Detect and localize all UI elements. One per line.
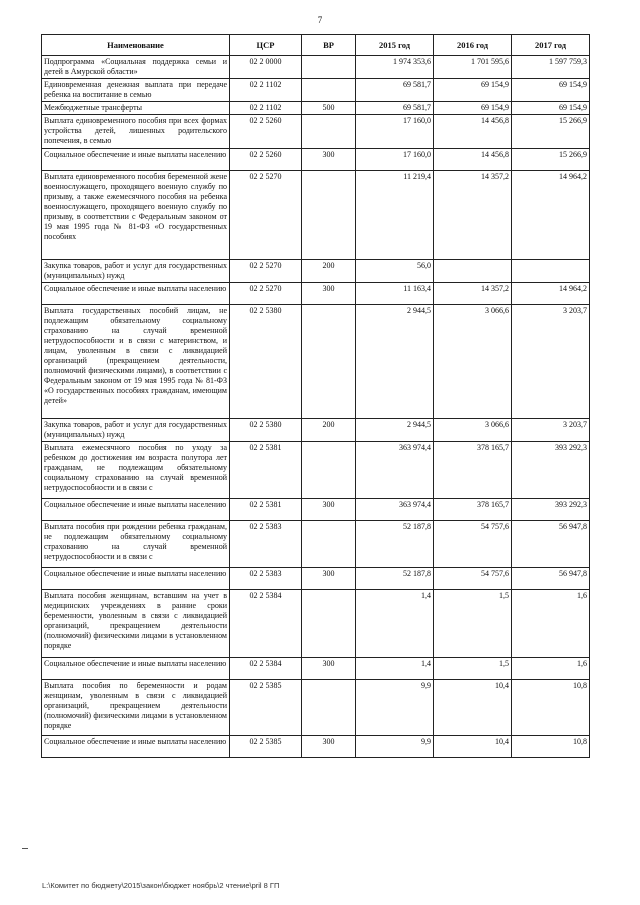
table-row: [42, 283, 590, 305]
row-name: Выплата ежемесячного пособия по уходу за ребенком до достижения им возраста полутора лет гражданам, не подлежащим обязательному социальному страхованию на случай временной нетрудоспособности и в связи с: [42, 442, 230, 499]
row-2015: 1,4: [356, 658, 434, 680]
row-vr: [302, 56, 356, 79]
row-csr: 02 2 5383: [230, 521, 302, 568]
row-csr: 02 2 1102: [230, 102, 302, 115]
row-2015: 17 160,0: [356, 115, 434, 149]
row-vr: 300: [302, 149, 356, 171]
row-2016: 378 165,7: [434, 442, 512, 499]
row-csr: 02 2 5383: [230, 568, 302, 590]
row-csr: 02 2 0000: [230, 56, 302, 79]
row-csr: 02 2 5380: [230, 305, 302, 419]
table-row: [42, 305, 590, 419]
row-2015: 56,0: [356, 260, 434, 283]
row-2016: 14 456,8: [434, 149, 512, 171]
row-2015: 69 581,7: [356, 79, 434, 102]
row-2016: 14 456,8: [434, 115, 512, 149]
row-2015: 363 974,4: [356, 499, 434, 521]
row-name: Межбюджетные трансферты: [42, 102, 230, 115]
row-2016: 3 066,6: [434, 305, 512, 419]
table-header-row: [42, 35, 590, 56]
row-2016: 1,5: [434, 658, 512, 680]
row-name: Выплата государственных пособий лицам, не подлежащим обязательному социальному страхованию на случай временной нетрудоспособности и в связи с материнством, и лицам, уволенным в связи с ликвидацией организаций (прекращением деятельности, полномочий физическими лицами), в соответствии с Федеральным законом от 19 мая 1995 года № 81-ФЗ «О государственных пособиях гражданам, имеющим детей»: [42, 305, 230, 419]
table-row: [42, 521, 590, 568]
row-vr: [302, 521, 356, 568]
row-2015: 9,9: [356, 680, 434, 736]
row-2016: 54 757,6: [434, 521, 512, 568]
budget-table: [41, 34, 590, 758]
row-2015: 1 974 353,6: [356, 56, 434, 79]
row-name: Социальное обеспечение и иные выплаты населению: [42, 658, 230, 680]
row-csr: 02 2 5270: [230, 171, 302, 260]
row-vr: 500: [302, 102, 356, 115]
row-2015: 69 581,7: [356, 102, 434, 115]
row-name: Социальное обеспечение и иные выплаты населению: [42, 736, 230, 758]
row-csr: 02 2 1102: [230, 79, 302, 102]
header-2017: 2017 год: [512, 35, 590, 56]
row-csr: 02 2 5385: [230, 736, 302, 758]
row-2017: 3 203,7: [512, 419, 590, 442]
row-2016: 69 154,9: [434, 79, 512, 102]
row-2015: 2 944,5: [356, 419, 434, 442]
table-row: [42, 590, 590, 658]
row-csr: 02 2 5270: [230, 283, 302, 305]
row-name: Закупка товаров, работ и услуг для государственных (муниципальных) нужд: [42, 260, 230, 283]
row-2015: 363 974,4: [356, 442, 434, 499]
table-row: [42, 736, 590, 758]
header-vr: ВР: [302, 35, 356, 56]
header-csr: ЦСР: [230, 35, 302, 56]
row-vr: [302, 171, 356, 260]
row-2015: 2 944,5: [356, 305, 434, 419]
table-row: [42, 568, 590, 590]
row-name: Социальное обеспечение и иные выплаты населению: [42, 568, 230, 590]
table-row: [42, 115, 590, 149]
row-vr: 300: [302, 568, 356, 590]
row-vr: 300: [302, 658, 356, 680]
row-2016: 378 165,7: [434, 499, 512, 521]
row-2016: 10,4: [434, 680, 512, 736]
table-row: [42, 260, 590, 283]
row-csr: 02 2 5384: [230, 658, 302, 680]
row-name: Единовременная денежная выплата при передаче ребенка на воспитание в семью: [42, 79, 230, 102]
row-vr: 200: [302, 419, 356, 442]
row-name: Выплата пособия по беременности и родам женщинам, уволенным в связи с ликвидацией организаций, прекращением деятельности (полномочий) физическими лицами в установленном порядке: [42, 680, 230, 736]
header-name: Наименование: [42, 35, 230, 56]
row-2017: 56 947,8: [512, 521, 590, 568]
row-name: Выплата единовременного пособия при всех формах устройства детей, лишенных родительского попечения, в семью: [42, 115, 230, 149]
row-vr: [302, 79, 356, 102]
row-2017: 393 292,3: [512, 499, 590, 521]
row-vr: 200: [302, 260, 356, 283]
table-row: [42, 499, 590, 521]
header-2015: 2015 год: [356, 35, 434, 56]
row-vr: [302, 680, 356, 736]
table-row: [42, 56, 590, 79]
page-number: 7: [317, 15, 323, 25]
row-2015: 1,4: [356, 590, 434, 658]
row-2016: 54 757,6: [434, 568, 512, 590]
table-row: [42, 419, 590, 442]
row-name: Социальное обеспечение и иные выплаты населению: [42, 499, 230, 521]
row-2017: 10,8: [512, 680, 590, 736]
file-path-footer: L:\Комитет по бюджету\2015\закон\бюджет ноябрь\2 чтение\pril 8 ГП: [42, 881, 280, 890]
row-2017: 69 154,9: [512, 79, 590, 102]
table-row: [42, 680, 590, 736]
margin-mark: [22, 848, 28, 849]
row-name: Выплата пособия женщинам, вставшим на учет в медицинских учреждениях в ранние сроки беременности, уволенным в связи с ликвидацией организаций, прекращением деятельности (полномочий) физическими лицами в установленном порядке: [42, 590, 230, 658]
row-2016: 1,5: [434, 590, 512, 658]
row-2015: 11 163,4: [356, 283, 434, 305]
row-vr: [302, 442, 356, 499]
row-2017: 1 597 759,3: [512, 56, 590, 79]
row-vr: [302, 305, 356, 419]
row-2017: 3 203,7: [512, 305, 590, 419]
row-2017: 10,8: [512, 736, 590, 758]
table-row: [42, 149, 590, 171]
row-name: Подпрограмма «Социальная поддержка семьи и детей в Амурской области»: [42, 56, 230, 79]
row-2015: 52 187,8: [356, 568, 434, 590]
row-vr: [302, 115, 356, 149]
row-name: Выплата единовременного пособия беременной жене военнослужащего, проходящего военную службу по призыву, а также ежемесячного пособия на ребенка военнослужащего, проходящего военную службу по призыву, в соответствии с Федеральным законом от 19 мая 1995 года № 81-ФЗ «О государственных пособиях: [42, 171, 230, 260]
row-2017: 393 292,3: [512, 442, 590, 499]
row-vr: [302, 590, 356, 658]
table-body: [42, 56, 590, 758]
row-2016: 10,4: [434, 736, 512, 758]
row-csr: 02 2 5384: [230, 590, 302, 658]
row-csr: 02 2 5260: [230, 115, 302, 149]
row-csr: 02 2 5381: [230, 442, 302, 499]
row-2017: 1,6: [512, 590, 590, 658]
header-2016: 2016 год: [434, 35, 512, 56]
row-vr: 300: [302, 283, 356, 305]
table-row: [42, 171, 590, 260]
row-2016: 69 154,9: [434, 102, 512, 115]
row-2017: 69 154,9: [512, 102, 590, 115]
row-2017: 15 266,9: [512, 115, 590, 149]
row-name: Выплата пособия при рождении ребенка гражданам, не подлежащим обязательному социальному страхованию на случай временной нетрудоспособности и в связи с: [42, 521, 230, 568]
row-csr: 02 2 5381: [230, 499, 302, 521]
row-2015: 17 160,0: [356, 149, 434, 171]
row-name: Закупка товаров, работ и услуг для государственных (муниципальных) нужд: [42, 419, 230, 442]
row-csr: 02 2 5385: [230, 680, 302, 736]
table-row: [42, 79, 590, 102]
row-2016: 14 357,2: [434, 171, 512, 260]
row-name: Социальное обеспечение и иные выплаты населению: [42, 149, 230, 171]
row-csr: 02 2 5260: [230, 149, 302, 171]
table-row: [42, 658, 590, 680]
row-2016: 14 357,2: [434, 283, 512, 305]
row-2015: 52 187,8: [356, 521, 434, 568]
row-2015: 9,9: [356, 736, 434, 758]
row-2016: [434, 260, 512, 283]
row-csr: 02 2 5270: [230, 260, 302, 283]
row-2017: 14 964,2: [512, 171, 590, 260]
table-row: [42, 442, 590, 499]
row-2017: 56 947,8: [512, 568, 590, 590]
row-2016: 1 701 595,6: [434, 56, 512, 79]
table-row: [42, 102, 590, 115]
row-2017: 1,6: [512, 658, 590, 680]
row-2017: [512, 260, 590, 283]
row-2017: 14 964,2: [512, 283, 590, 305]
row-csr: 02 2 5380: [230, 419, 302, 442]
row-name: Социальное обеспечение и иные выплаты населению: [42, 283, 230, 305]
row-2016: 3 066,6: [434, 419, 512, 442]
row-2015: 11 219,4: [356, 171, 434, 260]
row-vr: 300: [302, 499, 356, 521]
row-vr: 300: [302, 736, 356, 758]
row-2017: 15 266,9: [512, 149, 590, 171]
